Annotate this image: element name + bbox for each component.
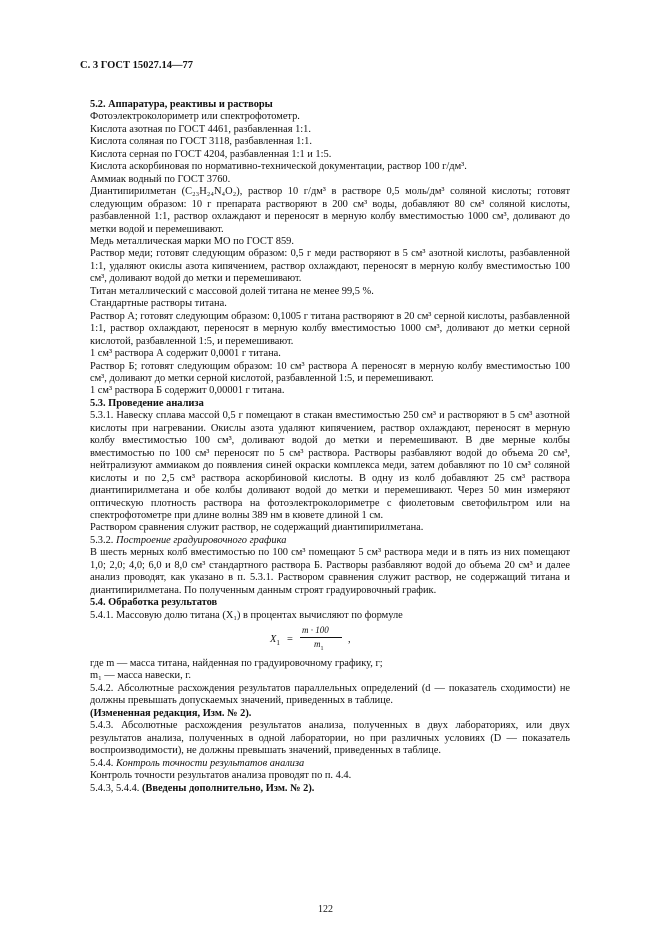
reagent-paragraph: Раствор меди; готовят следующим образом: 0,5 г меди растворяют в 5 см³ азотной кислоты, разбавленной 1:1, удаляют окислы азота кипячением, раствор охлаждают, переносят в мерную колбу вместимостью 100 см³, доливают водой до метки и перемешивают. — [90, 248, 570, 285]
formula-lhs — [270, 634, 280, 647]
document-body — [90, 99, 570, 795]
result-paragraph: 5.4.2. Абсолютные расхождения результатов параллельных определений (d — показатель сходимости) не должны превышать допускаемых значений, приведенных в таблице. — [90, 682, 570, 707]
legend-line: где m — масса титана, найденная по градуировочному графику, г; — [90, 658, 383, 670]
reagent-line: Титан металлический с массовой долей титана не менее 99,5 %. — [90, 285, 374, 297]
subsection-title: Построение градуировочного графика — [116, 534, 287, 546]
procedure-paragraph: В шесть мерных колб вместимостью по 100 см³ помещают 5 см³ раствора меди и в пять из них помещают 1,0; 2,0; 4,0; 6,0 и 8,0 см³ стандартного раствора Б. Растворы разбавляют водой до объема 20 см³ и далее анализ проводят, как указано в п. 5.3.1. Раствором сравнения служит раствор, не содержащий титана и диантипирилметана. По полученным данным строят градуировочный график. — [90, 547, 570, 596]
amendment-note: (Введены дополнительно, Изм. № 2). — [141, 782, 315, 794]
subsection-title: Контроль точности результатов анализа — [116, 757, 305, 769]
amendment-number: 5.4.3, 5.4.4. — [90, 782, 140, 794]
subsection-5-3-2-heading — [90, 535, 570, 547]
reagent-line: 1 см³ раствора Б содержит 0,00001 г титана. — [90, 385, 285, 397]
section-title-5-2: 5.2. Аппаратура, реактивы и растворы — [90, 99, 273, 110]
reagent-line: Кислота аскорбиновая по нормативно-технической документации, раствор 100 г/дм³. — [90, 161, 467, 173]
reagent-line: Кислота соляная по ГОСТ 3118, разбавленная 1:1. — [90, 136, 312, 148]
formula-comma: , — [348, 634, 351, 646]
reagent-line: Кислота серная по ГОСТ 4204, разбавленная 1:1 и 1:5. — [90, 148, 332, 160]
section-title-5-3: 5.3. Проведение анализа — [90, 397, 204, 409]
formula-lhs-var: X — [270, 634, 277, 646]
subsection-5-4-4-heading — [90, 758, 570, 770]
reagent-line: Кислота азотная по ГОСТ 4461, разбавленная 1:1. — [90, 123, 311, 135]
legend-line: m₁ — масса навески, г. — [90, 670, 191, 682]
formula-denominator-sub: 1 — [320, 645, 324, 652]
reagent-paragraph: Диантипирилметан (C₂₃H₂₄N₄O₂), раствор 10 г/дм³ в растворе 0,5 моль/дм³ соляной кислоты; готовят следующим образом: 10 г препарата растворяют в 200 см³ воды, добавляют 80 см³ соляной кислоты, разбавленной 1:1, раствор охлаждают и переносят в мерную колбу вместимостью 1000 см³, доливают до метки водой и перемешивают. — [90, 186, 570, 235]
reagent-paragraph: Раствор Б; готовят следующим образом: 10 см³ раствора А переносят в мерную колбу вместимостью 100 см³, доливают до метки серной кислотой, разбавленной 1:5, и перемешивают. — [90, 360, 570, 384]
result-paragraph: 5.4.3. Абсолютные расхождения результатов анализа, полученных в двух лабораториях, или двух результатов анализа, полученных в одной лаборатории, но при различных условиях (D — показатель воспроизводимости), не должны превышать значений, приведенных в таблице. — [90, 720, 570, 757]
procedure-line: Раствором сравнения служит раствор, не содержащий диантипирилметана. — [90, 522, 424, 534]
result-line: Контроль точности результатов анализа проводят по п. 4.4. — [90, 770, 352, 782]
amendment-note: (Измененная редакция, Изм. № 2). — [90, 707, 252, 719]
reagent-line: Медь металлическая марки МО по ГОСТ 859. — [90, 235, 294, 247]
page-number: 122 — [318, 904, 333, 915]
subsection-number: 5.4.4. — [90, 757, 114, 769]
formula-denominator — [314, 639, 324, 652]
formula-denominator-var: m — [314, 639, 321, 650]
formula-equals: = — [287, 634, 293, 646]
reagent-line: Аммиак водный по ГОСТ 3760. — [90, 173, 231, 185]
formula-lhs-sub: 1 — [276, 639, 280, 648]
formula — [90, 624, 570, 654]
section-title-5-4: 5.4. Обработка результатов — [90, 597, 218, 609]
formula-numerator: m · 100 — [302, 625, 329, 636]
page-header: С. 3 ГОСТ 15027.14—77 — [80, 60, 194, 71]
subsection-number: 5.3.2. — [90, 534, 114, 546]
procedure-paragraph: 5.3.1. Навеску сплава массой 0,5 г помещают в стакан вместимостью 250 см³ и растворяют в 5 см³ азотной кислоты при нагревании. Окислы азота удаляют кипячением, раствор охлаждают, переносят в мерную колбу вместимостью 100 см³, доливают водой до метки и перемешивают. В две мерные колбы вместимостью по 100 см³ переносят по 5 см³ раствора. Растворы разбавляют водой до объема 20 см³, нейтрализуют аммиаком до появления синей окраски комплекса меди, затем добавляют по 10 см³ соляной кислоты и по 2,5 см³ раствора аскорбиновой кислоты. В одну из колб добавляют 25 см³ раствора диантипирилметана и обе колбы доливают водой до метки и перемешивают. Через 50 мин измеряют оптическую плотность раствора на фотоэлектроколориметре с фиолетовым светофильтром или на спектрофотометре при длине волны 389 нм в кювете длиной 1 см. — [90, 410, 570, 521]
reagent-line: Стандартные растворы титана. — [90, 298, 227, 310]
formula-intro: 5.4.1. Массовую долю титана (X₁) в процентах вычисляют по формуле — [90, 609, 403, 621]
equipment-line: Фотоэлектроколориметр или спектрофотометр. — [90, 111, 300, 123]
formula-fraction-bar — [300, 637, 342, 638]
reagent-line: 1 см³ раствора А содержит 0,0001 г титана. — [90, 348, 281, 360]
amendment-line — [90, 783, 570, 795]
reagent-paragraph: Раствор А; готовят следующим образом: 0,1005 г титана растворяют в 20 см³ серной кислоты, разбавленной 1:1, раствор охлаждают, переносят в мерную колбу вместимостью 1000 см³, доливают до метки серной кислотой, разбавленной 1:5, и перемешивают. — [90, 310, 570, 347]
